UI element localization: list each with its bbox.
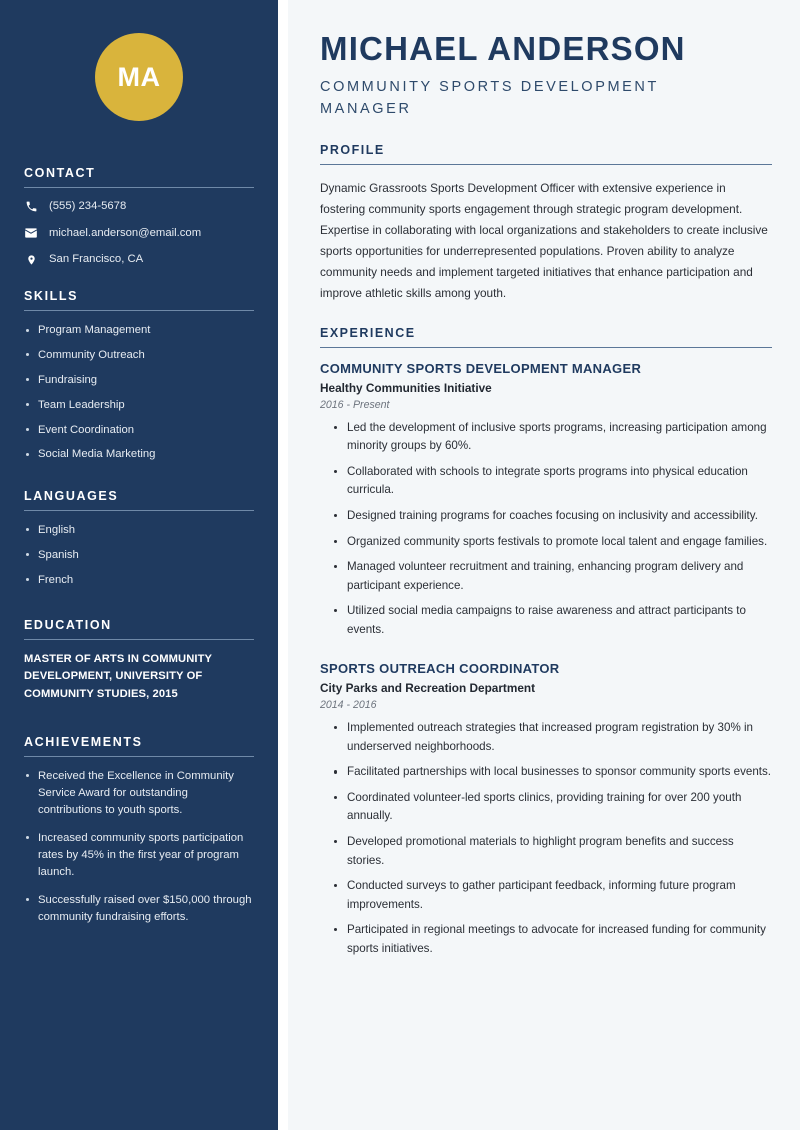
list-item: Conducted surveys to gather participant feedback, informing future program improvements. bbox=[332, 877, 772, 914]
list-item: Program Management bbox=[24, 322, 254, 338]
list-item: Led the development of inclusive sports programs, increasing participation among minority groups by 60%. bbox=[332, 419, 772, 456]
list-item: Social Media Marketing bbox=[24, 446, 254, 462]
profile-text: Dynamic Grassroots Sports Development Officer with extensive experience in fostering community sports engagement through strategic program development. Expertise in collaborating with local organizations and stakeholders to create inclusive sports opportunities for underrepresented populations. Proven ability to analyze community needs and implement targeted initiatives that enhance participation and improve athletic skills among youth. bbox=[320, 180, 768, 300]
job-bullet-list bbox=[320, 419, 772, 639]
list-item: Team Leadership bbox=[24, 397, 254, 413]
email-icon bbox=[24, 226, 38, 240]
contact-location-value: San Francisco, CA bbox=[49, 253, 144, 266]
list-item: Increased community sports participation rates by 45% in the first year of program launch. bbox=[24, 830, 254, 881]
profile-heading: PROFILE bbox=[320, 142, 385, 157]
education-entry: MASTER OF ARTS IN COMMUNITY DEVELOPMENT, UNIVERSITY OF COMMUNITY STUDIES, 2015 bbox=[24, 652, 212, 700]
languages-heading: LANGUAGES bbox=[24, 488, 119, 503]
main-content bbox=[288, 0, 800, 1130]
profile-section bbox=[320, 143, 772, 304]
contact-divider bbox=[24, 187, 254, 188]
list-item: Community Outreach bbox=[24, 347, 254, 363]
list-item: Collaborated with schools to integrate sports programs into physical education curricula. bbox=[332, 463, 772, 500]
list-item: French bbox=[24, 572, 254, 588]
avatar-wrapper bbox=[24, 0, 254, 121]
list-item: Received the Excellence in Community Service Award for outstanding contributions to youth sports. bbox=[24, 768, 254, 819]
skills-list bbox=[24, 322, 254, 463]
contact-item-location[interactable] bbox=[24, 252, 254, 267]
skills-heading: SKILLS bbox=[24, 289, 79, 304]
languages-list bbox=[24, 522, 254, 588]
contact-section bbox=[24, 166, 254, 267]
list-item: Facilitated partnerships with local businesses to sponsor community sports events. bbox=[332, 763, 772, 782]
education-heading: EDUCATION bbox=[24, 617, 112, 632]
location-pin-icon bbox=[24, 253, 38, 267]
contact-phone-value: (555) 234-5678 bbox=[49, 200, 127, 212]
languages-section bbox=[24, 489, 254, 588]
experience-spacer bbox=[320, 653, 772, 661]
contact-item-phone[interactable] bbox=[24, 199, 254, 214]
list-item: Designed training programs for coaches focusing on inclusivity and accessibility. bbox=[332, 507, 772, 526]
education-section bbox=[24, 618, 254, 703]
experience-heading: EXPERIENCE bbox=[320, 325, 416, 340]
achievements-list bbox=[24, 768, 254, 926]
list-item: Managed volunteer recruitment and training, enhancing program delivery and participant experience. bbox=[332, 558, 772, 595]
phone-icon bbox=[24, 200, 38, 213]
achievements-divider bbox=[24, 756, 254, 757]
experience-divider bbox=[320, 347, 772, 348]
achievements-heading: ACHIEVEMENTS bbox=[24, 734, 143, 749]
list-item: Spanish bbox=[24, 547, 254, 563]
list-item: Event Coordination bbox=[24, 422, 254, 438]
experience-entry bbox=[320, 661, 772, 958]
skills-section bbox=[24, 289, 254, 463]
languages-divider bbox=[24, 510, 254, 511]
list-item: Participated in regional meetings to advocate for increased funding for community sports initiatives. bbox=[332, 921, 772, 958]
profile-divider bbox=[320, 164, 772, 165]
skills-divider bbox=[24, 310, 254, 311]
list-item: Successfully raised over $150,000 through community fundraising efforts. bbox=[24, 892, 254, 926]
job-bullet-list bbox=[320, 719, 772, 958]
list-item: Implemented outreach strategies that increased program registration by 30% in underserved neighborhoods. bbox=[332, 719, 772, 756]
list-item: Organized community sports festivals to promote local talent and engage families. bbox=[332, 533, 772, 552]
contact-heading: CONTACT bbox=[24, 166, 96, 180]
job-organization: Healthy Communities Initiative bbox=[320, 380, 492, 395]
job-dates: 2016 - Present bbox=[320, 398, 390, 411]
list-item: Developed promotional materials to highlight program benefits and success stories. bbox=[332, 833, 772, 870]
column-gap bbox=[278, 0, 288, 1130]
experience-entry bbox=[320, 361, 772, 639]
education-divider bbox=[24, 639, 254, 640]
experience-section bbox=[320, 326, 772, 958]
job-dates: 2014 - 2016 bbox=[320, 699, 377, 712]
achievements-section bbox=[24, 735, 254, 926]
list-item: Fundraising bbox=[24, 372, 254, 388]
contact-email-value: michael.anderson@email.com bbox=[49, 226, 202, 239]
list-item: Utilized social media campaigns to raise awareness and attract participants to events. bbox=[332, 602, 772, 639]
job-role: SPORTS OUTREACH COORDINATOR bbox=[320, 661, 560, 677]
contact-list bbox=[24, 199, 254, 267]
list-item: English bbox=[24, 522, 254, 538]
contact-item-email[interactable] bbox=[24, 226, 254, 241]
page-title: MICHAEL ANDERSON bbox=[320, 30, 686, 67]
avatar: MA bbox=[95, 33, 183, 121]
header-subtitle: COMMUNITY SPORTS DEVELOPMENT MANAGER bbox=[320, 78, 659, 118]
job-role: COMMUNITY SPORTS DEVELOPMENT MANAGER bbox=[320, 360, 642, 376]
job-organization: City Parks and Recreation Department bbox=[320, 681, 536, 696]
list-item: Coordinated volunteer-led sports clinics, providing training for over 200 youth annually. bbox=[332, 789, 772, 826]
sidebar bbox=[0, 0, 278, 1130]
